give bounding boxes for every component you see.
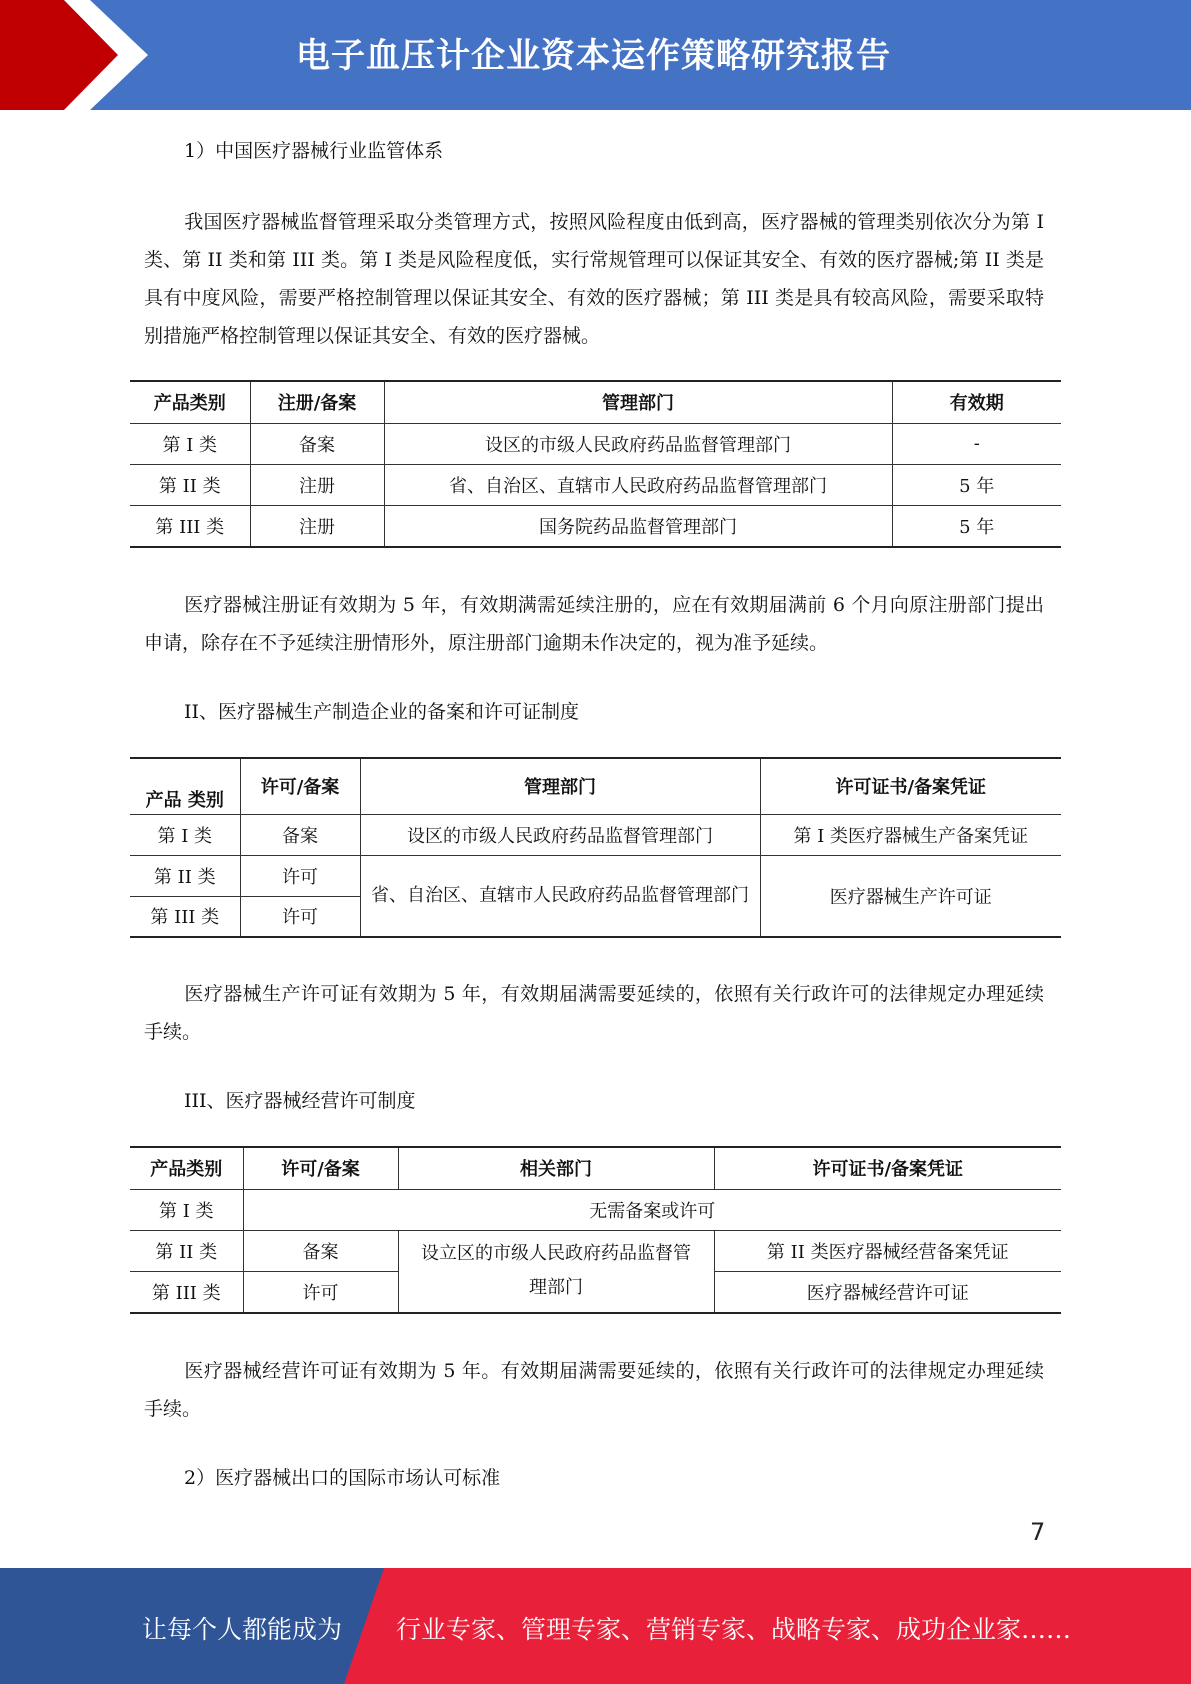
footer-slogan-left: 让每个人都能成为 <box>142 1615 343 1644</box>
cell-category: 第 I 类 <box>130 1189 243 1230</box>
cell-department: 设区的市级人民政府药品监督管理部门 <box>384 423 892 464</box>
table-row <box>130 1230 1061 1271</box>
page-number: 7 <box>1030 1518 1046 1546</box>
cell-category: 第 II 类 <box>130 1230 243 1271</box>
cell-certificate-merged: 医疗器械生产许可证 <box>760 855 1061 937</box>
production-license-table <box>130 757 1061 938</box>
cell-certificate: 第 I 类医疗器械生产备案凭证 <box>760 814 1061 855</box>
cell-category: 第 I 类 <box>130 423 250 464</box>
registration-table <box>130 380 1061 548</box>
cell-license: 许可 <box>240 855 360 896</box>
table-row <box>130 855 1061 896</box>
section-heading-regulatory-system: 1）中国医疗器械行业监管体系 <box>184 140 444 162</box>
paragraph-registration-validity <box>144 586 1044 662</box>
cell-certificate: 第 II 类医疗器械经营备案凭证 <box>714 1230 1061 1271</box>
cell-license: 许可 <box>243 1271 398 1313</box>
table-row <box>130 423 1061 464</box>
cell-no-license-required: 无需备案或许可 <box>243 1189 1061 1230</box>
cell-registration: 注册 <box>250 505 384 547</box>
cell-category: 第 III 类 <box>130 1271 243 1313</box>
cell-department-merged: 省、自治区、直辖市人民政府药品监督管理部门 <box>360 855 760 937</box>
page-header <box>0 0 1191 110</box>
col-header-category: 产品类别 <box>130 1147 243 1189</box>
paragraph-text: 医疗器械注册证有效期为 5 年，有效期满需延续注册的，应在有效期届满前 6 个月向原注册部门提出申请，除存在不予延续注册情形外，原注册部门逾期未作决定的，视为准予延续。 <box>144 594 1044 654</box>
col-header-department: 管理部门 <box>384 381 892 423</box>
section-heading-distribution: III、医疗器械经营许可制度 <box>184 1090 416 1112</box>
col-header-category: 产品 类别 <box>130 758 240 814</box>
cell-validity: 5 年 <box>892 505 1061 547</box>
section-heading-export-standards: 2）医疗器械出口的国际市场认可标准 <box>184 1467 501 1489</box>
paragraph-text: 医疗器械经营许可证有效期为 5 年。有效期届满需要延续的，依照有关行政许可的法律规定办理延续手续。 <box>144 1360 1044 1420</box>
cell-validity: - <box>892 423 1061 464</box>
col-header-department: 相关部门 <box>398 1147 714 1189</box>
col-header-license: 许可/备案 <box>240 758 360 814</box>
section-heading-production: II、医疗器械生产制造企业的备案和许可证制度 <box>184 701 580 723</box>
col-header-registration: 注册/备案 <box>250 381 384 423</box>
table-row <box>130 814 1061 855</box>
cell-category: 第 I 类 <box>130 814 240 855</box>
col-header-certificate: 许可证书/备案凭证 <box>760 758 1061 814</box>
paragraph-classification <box>144 203 1044 355</box>
col-header-certificate: 许可证书/备案凭证 <box>714 1147 1061 1189</box>
cell-category: 第 III 类 <box>130 505 250 547</box>
cell-license: 备案 <box>240 814 360 855</box>
table-row <box>130 464 1061 505</box>
paragraph-production-validity <box>144 975 1044 1051</box>
cell-category: 第 III 类 <box>130 896 240 937</box>
cell-category: 第 II 类 <box>130 855 240 896</box>
paragraph-text: 我国医疗器械监督管理采取分类管理方式，按照风险程度由低到高，医疗器械的管理类别依次分为第 I 类、第 II 类和第 III 类。第 I 类是风险程度低，实行常规管理可以保证其安全、有效的医疗器械;第 II 类是具有中度风险，需要严格控制管理以保证其安全、有效的医疗器械；第 III 类是具有较高风险，需要采取特别措施严格控制管理以保证其安全、有效的医疗器械。 <box>144 211 1044 347</box>
cell-department-merged: 设立区的市级人民政府药品监督管理部门 <box>398 1230 714 1313</box>
distribution-license-table <box>130 1146 1061 1314</box>
cell-department: 省、自治区、直辖市人民政府药品监督管理部门 <box>384 464 892 505</box>
paragraph-text: 医疗器械生产许可证有效期为 5 年，有效期届满需要延续的，依照有关行政许可的法律规定办理延续手续。 <box>144 983 1044 1043</box>
cell-department: 国务院药品监督管理部门 <box>384 505 892 547</box>
table-row <box>130 505 1061 547</box>
footer-slogan-right: 行业专家、管理专家、营销专家、战略专家、成功企业家…… <box>396 1615 1072 1644</box>
col-header-validity: 有效期 <box>892 381 1061 423</box>
report-title: 电子血压计企业资本运作策略研究报告 <box>296 36 891 76</box>
cell-department: 设区的市级人民政府药品监督管理部门 <box>360 814 760 855</box>
col-header-license: 许可/备案 <box>243 1147 398 1189</box>
cell-license: 备案 <box>243 1230 398 1271</box>
paragraph-distribution-validity <box>144 1352 1044 1428</box>
cell-registration: 注册 <box>250 464 384 505</box>
table-row <box>130 1189 1061 1230</box>
page-footer <box>0 1568 1191 1684</box>
col-header-department: 管理部门 <box>360 758 760 814</box>
cell-certificate: 医疗器械经营许可证 <box>714 1271 1061 1313</box>
col-header-category: 产品类别 <box>130 381 250 423</box>
cell-license: 许可 <box>240 896 360 937</box>
cell-category: 第 II 类 <box>130 464 250 505</box>
cell-registration: 备案 <box>250 423 384 464</box>
cell-validity: 5 年 <box>892 464 1061 505</box>
